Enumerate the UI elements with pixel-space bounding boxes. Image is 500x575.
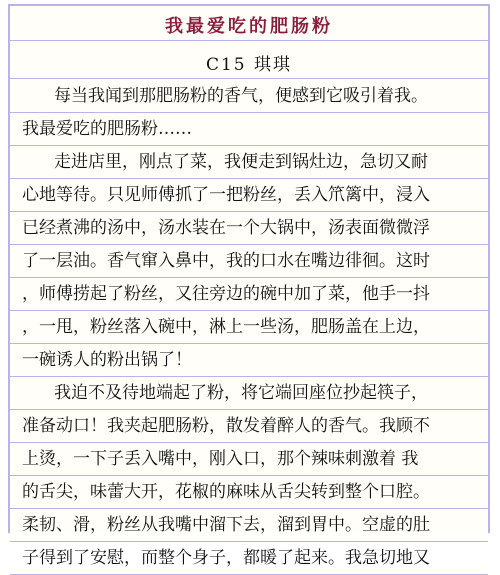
essay-title: 我最爱吃的肥肠粉 — [10, 12, 488, 41]
composition-sheet — [8, 4, 490, 568]
text-line: 了一层油。香气窜入鼻中，我的口水在嘴边徘徊。这时 — [10, 245, 488, 278]
text-line: ，师傅捞起了粉丝，又往旁边的碗中加了菜，他手一抖 — [10, 278, 488, 311]
text-line: 已经煮沸的汤中，汤水装在一个大锅中，汤表面微微浮 — [10, 212, 488, 245]
text-line: 每当我闻到那肥肠粉的香气，便感到它吸引着我。 — [10, 80, 488, 113]
author-line: C15 琪琪 — [10, 50, 488, 79]
text-line: 一碗诱人的粉出锅了！ — [10, 344, 488, 377]
text-line: 我最爱吃的肥肠粉…… — [10, 113, 488, 146]
text-line: 的舌尖，味蕾大开，花椒的麻味从舌尖转到整个口腔。 — [10, 476, 488, 509]
text-line: 心地等待。只见师傅抓了一把粉丝，丢入笊篱中，浸入 — [10, 179, 488, 212]
text-line: 子得到了安慰，而整个身子，都暖了起来。我急切地又 — [10, 542, 488, 575]
text-line: 柔韧、滑，粉丝从我嘴中溜下去，溜到胃中。空虚的肚 — [10, 509, 488, 542]
text-line: 走进店里，刚点了菜，我便走到锅灶边，急切又耐 — [10, 146, 488, 179]
text-line: 上烫，一下子丢入嘴中，刚入口，那个辣味刺激着 我 — [10, 443, 488, 476]
text-line: 我迫不及待地端起了粉，将它端回座位抄起筷子， — [10, 377, 488, 410]
text-line: 准备动口！我夹起肥肠粉，散发着醉人的香气。我顾不 — [10, 410, 488, 443]
essay-body — [10, 80, 488, 568]
text-line: ，一甩，粉丝落入碗中，淋上一些汤，肥肠盖在上边， — [10, 311, 488, 344]
